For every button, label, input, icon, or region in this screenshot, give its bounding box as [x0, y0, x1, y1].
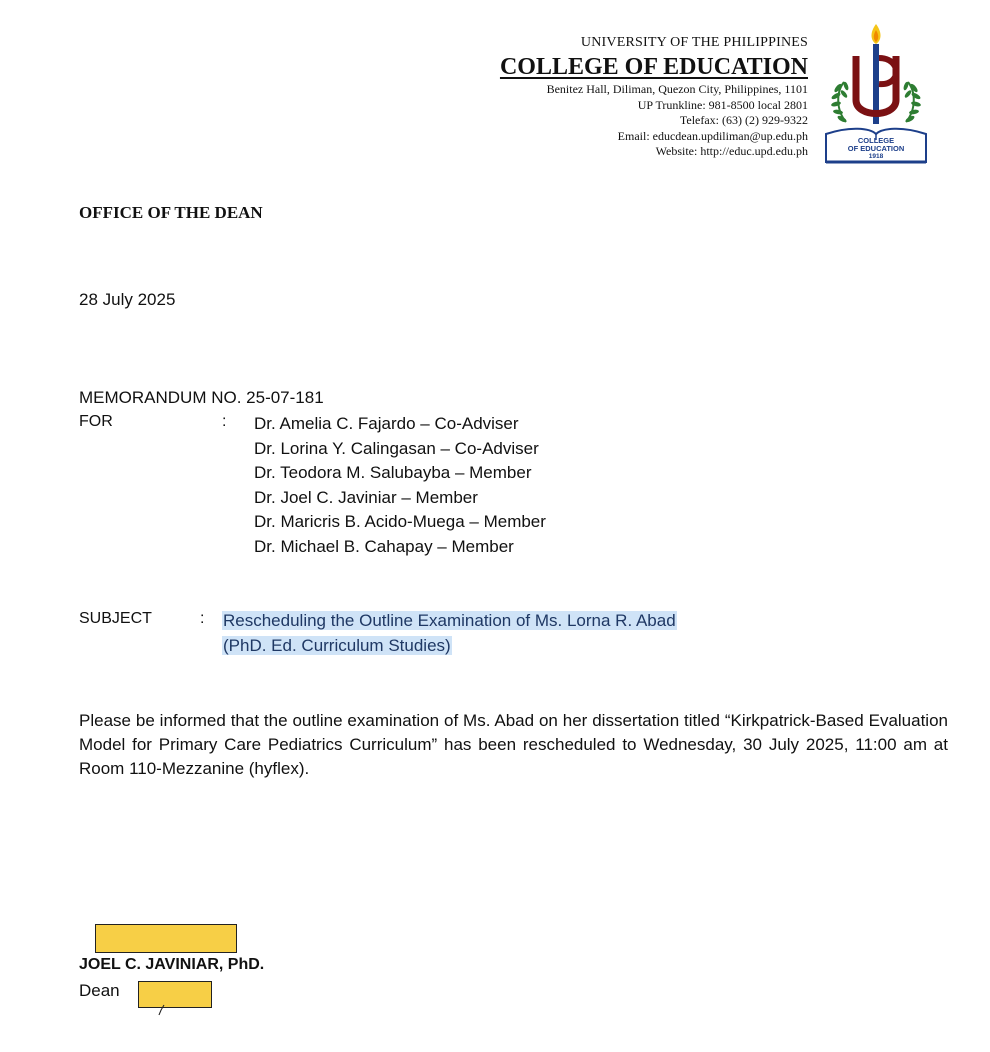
letterhead — [500, 34, 808, 160]
seal-text-college: COLLEGE — [857, 136, 895, 145]
pen-stroke-icon — [156, 1004, 168, 1016]
memo-date: 28 July 2025 — [79, 290, 176, 309]
subject-line-2: (PhD. Ed. Curriculum Studies) — [223, 635, 451, 655]
office-heading: OFFICE OF THE DEAN — [79, 203, 263, 222]
memo-number: MEMORANDUM NO. 25-07-181 — [79, 388, 324, 407]
university-name: UNIVERSITY OF THE PHILIPPINES — [580, 35, 808, 50]
signatory-title: Dean — [79, 981, 120, 1000]
recipient-item: Dr. Joel C. Javiniar – Member — [254, 487, 478, 507]
seal-text-of-education: OF EDUCATION — [847, 144, 905, 153]
subject-text — [222, 609, 677, 658]
subject-colon: : — [200, 610, 205, 627]
signatory-name: JOEL C. JAVINIAR, PhD. — [79, 956, 265, 973]
address: Benitez Hall, Diliman, Quezon City, Philippines, 1101 — [546, 82, 808, 96]
recipient-item: Dr. Teodora M. Salubayba – Member — [254, 463, 532, 483]
email: Email: educdean.updiliman@up.edu.ph — [617, 128, 808, 143]
recipient-item: Dr. Lorina Y. Calingasan – Co-Adviser — [254, 438, 539, 458]
recipient-item: Dr. Michael B. Cahapay – Member — [254, 536, 514, 556]
website: Website: http://educ.upd.edu.ph — [655, 144, 808, 158]
telefax: Telefax: (63) (2) 929-9322 — [679, 113, 808, 127]
for-colon: : — [222, 413, 227, 430]
college-name: COLLEGE OF EDUCATION — [499, 54, 808, 80]
memo-body: Please be informed that the outline examination of Ms. Abad on her dissertation titled “Kirkpatrick-Based Evaluation Model for Primary Care Pediatrics Curriculum” has been rescheduled to Wednesday, 30 July 2025, 11:00 am at Room 110-Mezzanine (hyflex). — [79, 711, 948, 779]
recipient-item: Dr. Amelia C. Fajardo – Co-Adviser — [254, 414, 519, 433]
subject-line-1: Rescheduling the Outline Examination of Ms. Lorna R. Abad — [223, 611, 676, 630]
initial-redaction — [138, 981, 212, 1008]
subject-label: SUBJECT — [79, 610, 152, 627]
college-seal-logo — [822, 22, 930, 166]
for-label: FOR — [79, 413, 113, 430]
seal-year: 1918 — [868, 153, 884, 160]
recipient-item: Dr. Maricris B. Acido-Muega – Member — [254, 512, 546, 532]
recipient-list — [254, 412, 546, 560]
trunkline: UP Trunkline: 981-8500 local 2801 — [637, 97, 808, 112]
signature-redaction — [95, 924, 237, 953]
